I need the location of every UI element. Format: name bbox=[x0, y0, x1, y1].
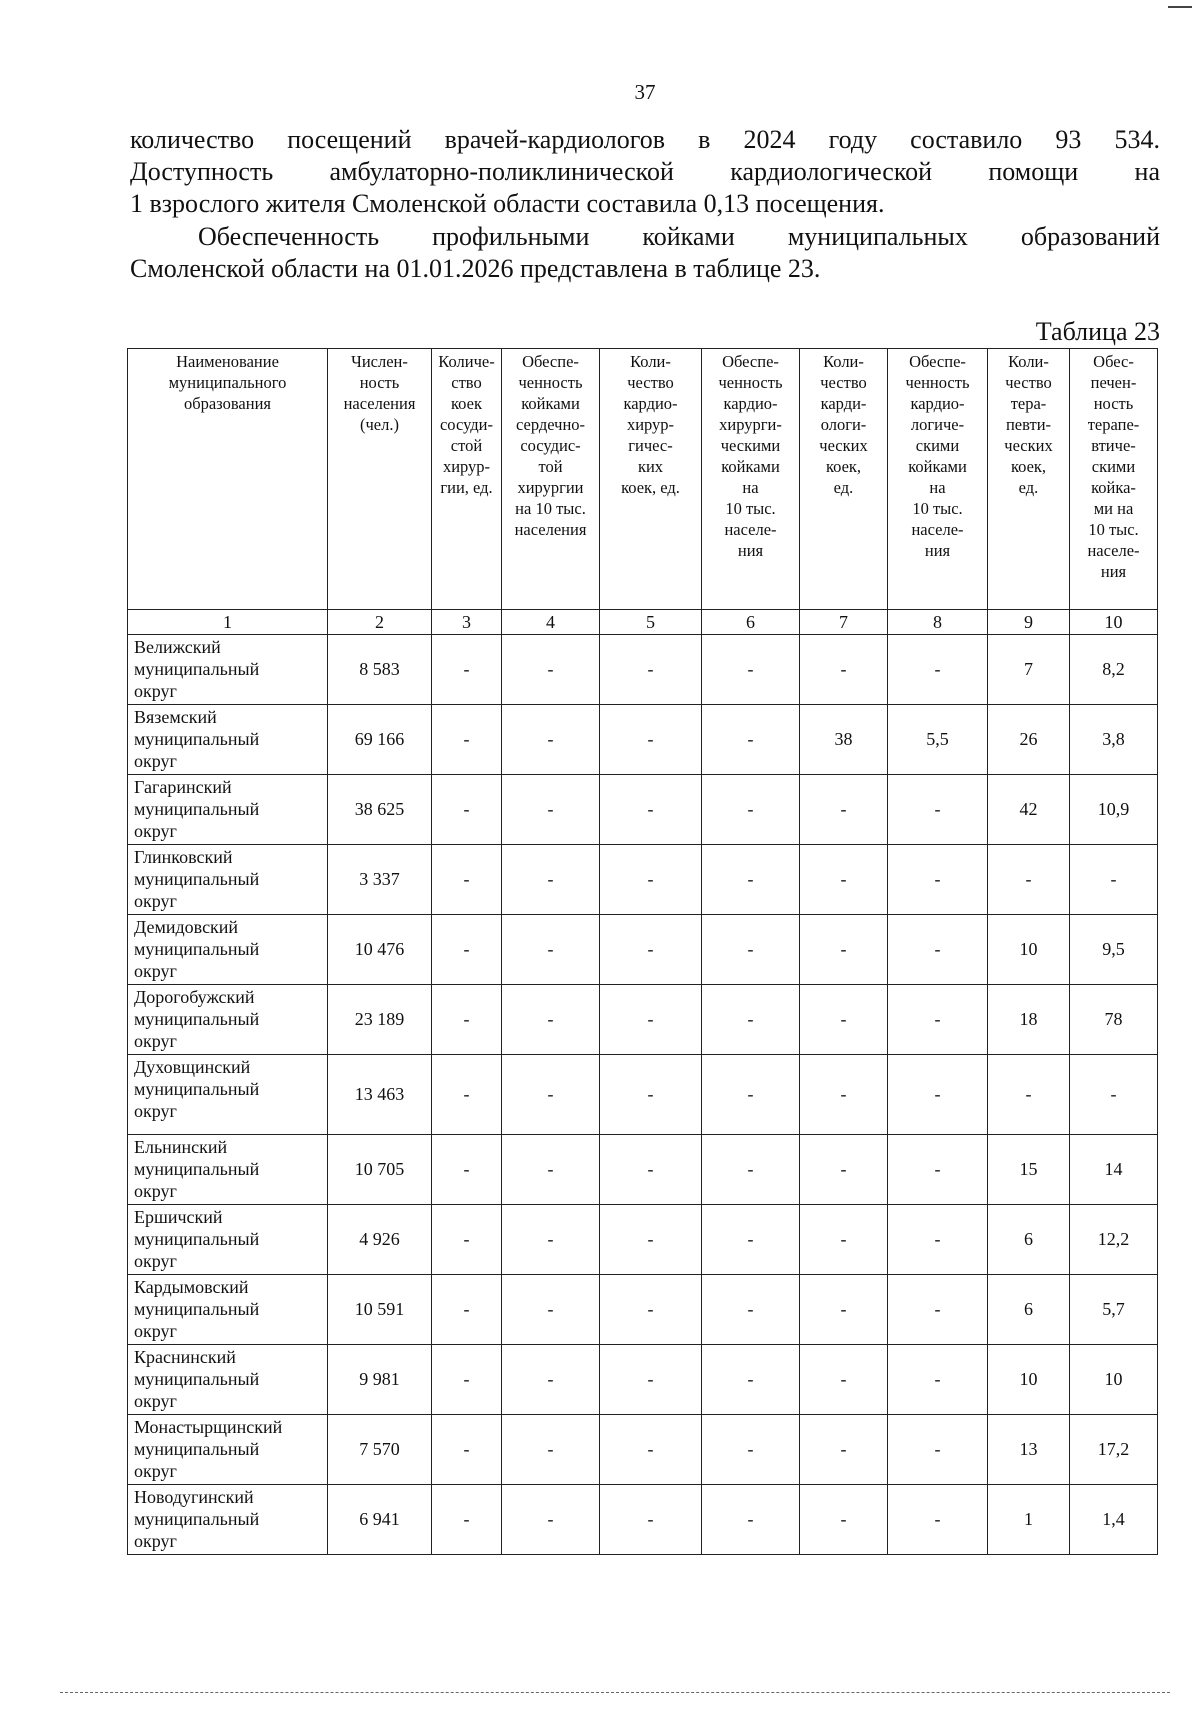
municipality-name-line: округ bbox=[134, 1531, 177, 1551]
table-cell: - bbox=[800, 845, 888, 915]
column-header-line: коек, bbox=[1010, 457, 1047, 476]
table-cell: - bbox=[702, 985, 800, 1055]
table-cell: - bbox=[432, 915, 502, 985]
column-header-line: 10 тыс. bbox=[1088, 520, 1139, 539]
column-header-line: карди- bbox=[820, 394, 867, 413]
table-cell: - bbox=[600, 1205, 702, 1275]
municipality-name-line: муниципальный bbox=[134, 1299, 260, 1319]
column-header-line: сердечно- bbox=[515, 415, 586, 434]
table-cell: 9 981 bbox=[328, 1345, 432, 1415]
table-caption: Таблица 23 bbox=[1035, 317, 1160, 346]
table-cell: - bbox=[1070, 1055, 1158, 1135]
column-header-line: ния bbox=[737, 541, 764, 560]
column-header-line: (чел.) bbox=[360, 415, 399, 434]
table-cell: - bbox=[988, 1055, 1070, 1135]
table-cell: - bbox=[800, 1345, 888, 1415]
column-header-line: ед. bbox=[833, 478, 854, 497]
table-cell: - bbox=[702, 845, 800, 915]
column-header-line: Обеспе- bbox=[722, 352, 779, 371]
column-header-line: коек, ед. bbox=[621, 478, 680, 497]
table-cell: - bbox=[432, 1485, 502, 1555]
municipality-name-line: округ bbox=[134, 1461, 177, 1481]
table-cell: - bbox=[432, 1415, 502, 1485]
table-cell: 42 bbox=[988, 775, 1070, 845]
table-cell: - bbox=[702, 1205, 800, 1275]
column-header-line: на bbox=[929, 478, 946, 497]
column-header-line: ческих bbox=[1004, 436, 1053, 455]
page-number: 37 bbox=[634, 80, 656, 104]
table-cell: - bbox=[432, 775, 502, 845]
column-number: 3 bbox=[432, 610, 502, 635]
table-cell: 38 625 bbox=[328, 775, 432, 845]
municipality-name-cell bbox=[128, 1415, 328, 1485]
table-cell: - bbox=[432, 845, 502, 915]
municipality-name-line: муниципальный bbox=[134, 729, 260, 749]
column-header-line: хирурги- bbox=[719, 415, 782, 434]
corner-mark bbox=[1168, 6, 1192, 8]
table-cell: - bbox=[432, 985, 502, 1055]
column-header-line: хирургии bbox=[517, 478, 584, 497]
column-header-line: Обеспе- bbox=[522, 352, 579, 371]
column-header-line: ческих bbox=[819, 436, 868, 455]
table-row bbox=[128, 1415, 1158, 1485]
table-cell: - bbox=[988, 845, 1070, 915]
municipality-name-line: муниципальный bbox=[134, 1079, 260, 1099]
column-number: 4 bbox=[502, 610, 600, 635]
column-header-line: скими bbox=[915, 436, 960, 455]
table-cell: - bbox=[888, 1055, 988, 1135]
table-cell: 7 bbox=[988, 635, 1070, 705]
column-header-line: ность bbox=[359, 373, 400, 392]
table-cell: 13 463 bbox=[328, 1055, 432, 1135]
column-header-line: Коли- bbox=[1008, 352, 1049, 371]
table-row bbox=[128, 1055, 1158, 1135]
column-header-line: населения bbox=[343, 394, 416, 413]
table-cell: - bbox=[800, 635, 888, 705]
municipality-name-line: муниципальный bbox=[134, 869, 260, 889]
table-cell: 6 941 bbox=[328, 1485, 432, 1555]
table-cell: 6 bbox=[988, 1275, 1070, 1345]
column-header-line: хирур- bbox=[626, 415, 675, 434]
table-cell: - bbox=[600, 1485, 702, 1555]
table-cell: - bbox=[432, 1055, 502, 1135]
table-row bbox=[128, 705, 1158, 775]
column-header bbox=[702, 349, 800, 610]
column-header-line: коек, bbox=[825, 457, 862, 476]
table-cell: 5,5 bbox=[888, 705, 988, 775]
column-header-line: ких bbox=[637, 457, 664, 476]
table-cell: - bbox=[502, 1415, 600, 1485]
column-header-line: 10 тыс. bbox=[912, 499, 963, 518]
table-cell: - bbox=[702, 775, 800, 845]
column-header-line: логиче- bbox=[910, 415, 965, 434]
column-header-line: ния bbox=[1100, 562, 1127, 581]
municipality-name-line: муниципальный bbox=[134, 1369, 260, 1389]
table-cell: - bbox=[432, 1275, 502, 1345]
column-number: 6 bbox=[702, 610, 800, 635]
column-header-line: населения bbox=[514, 520, 587, 539]
table-cell: 10 705 bbox=[328, 1135, 432, 1205]
table-cell: - bbox=[502, 985, 600, 1055]
table-cell: 9,5 bbox=[1070, 915, 1158, 985]
paragraph-beds bbox=[130, 221, 1160, 285]
table-cell: 78 bbox=[1070, 985, 1158, 1055]
paragraph-line: 1 взрослого жителя Смоленской области составила 0,13 посещения. bbox=[130, 189, 885, 218]
paragraph-visits bbox=[130, 124, 1160, 220]
table-cell: 10,9 bbox=[1070, 775, 1158, 845]
column-header-line: чество bbox=[1005, 373, 1052, 392]
municipality-name-cell bbox=[128, 1205, 328, 1275]
table-cell: 13 bbox=[988, 1415, 1070, 1485]
table-cell: - bbox=[800, 1205, 888, 1275]
municipality-name-line: округ bbox=[134, 1031, 177, 1051]
table-cell: - bbox=[888, 1485, 988, 1555]
table-cell: 26 bbox=[988, 705, 1070, 775]
column-header-line: сосуди- bbox=[439, 415, 494, 434]
municipality-name-line: муниципальный bbox=[134, 1439, 260, 1459]
column-header-line: той bbox=[538, 457, 563, 476]
column-header-line: ство bbox=[451, 373, 482, 392]
table-cell: - bbox=[888, 845, 988, 915]
table-cell: - bbox=[800, 1055, 888, 1135]
municipality-name-line: Кардымовский bbox=[134, 1277, 249, 1297]
column-header bbox=[128, 349, 328, 610]
municipality-name-line: муниципальный bbox=[134, 939, 260, 959]
table-cell: - bbox=[888, 775, 988, 845]
column-header bbox=[600, 349, 702, 610]
municipality-name-line: Новодугинский bbox=[134, 1487, 254, 1507]
table-cell: 10 476 bbox=[328, 915, 432, 985]
table-cell: - bbox=[600, 1055, 702, 1135]
column-header-line: Обеспе- bbox=[909, 352, 966, 371]
municipality-name-cell bbox=[128, 1135, 328, 1205]
table-cell: 18 bbox=[988, 985, 1070, 1055]
municipality-name-line: округ bbox=[134, 1251, 177, 1271]
municipality-name-line: Духовщинский bbox=[134, 1057, 251, 1077]
column-header-line: муниципального bbox=[168, 373, 287, 392]
table-cell: - bbox=[502, 1275, 600, 1345]
municipality-name-line: округ bbox=[134, 681, 177, 701]
municipality-name-line: Гагаринский bbox=[134, 777, 232, 797]
column-header-line: ологи- bbox=[820, 415, 867, 434]
column-header-line: 10 тыс. bbox=[725, 499, 776, 518]
table-cell: - bbox=[502, 1205, 600, 1275]
table-cell: 69 166 bbox=[328, 705, 432, 775]
municipality-name-cell bbox=[128, 1275, 328, 1345]
table-cell: - bbox=[800, 775, 888, 845]
municipality-name-line: округ bbox=[134, 751, 177, 771]
table-cell: 14 bbox=[1070, 1135, 1158, 1205]
column-header-line: на bbox=[742, 478, 759, 497]
column-header bbox=[888, 349, 988, 610]
column-header-line: образования bbox=[183, 394, 272, 413]
table-cell: - bbox=[888, 1205, 988, 1275]
municipality-name-line: округ bbox=[134, 1101, 177, 1121]
table-cell: - bbox=[702, 1055, 800, 1135]
table-cell: - bbox=[888, 1275, 988, 1345]
column-header bbox=[1070, 349, 1158, 610]
column-header-line: ченность bbox=[718, 373, 783, 392]
table-row bbox=[128, 845, 1158, 915]
column-header-line: населе- bbox=[724, 520, 777, 539]
table-cell: - bbox=[502, 1135, 600, 1205]
table-cell: - bbox=[600, 705, 702, 775]
column-header-line: койками bbox=[521, 394, 580, 413]
table-cell: - bbox=[600, 775, 702, 845]
column-header-line: ми на bbox=[1093, 499, 1134, 518]
table-cell: - bbox=[502, 845, 600, 915]
table-cell: - bbox=[702, 1485, 800, 1555]
municipality-name-line: округ bbox=[134, 1391, 177, 1411]
municipality-name-line: округ bbox=[134, 1181, 177, 1201]
municipality-name-cell bbox=[128, 1485, 328, 1555]
paragraph-line: Доступность амбулаторно-поликлинической кардиологической помощи на bbox=[130, 157, 1160, 186]
table-cell: 10 591 bbox=[328, 1275, 432, 1345]
table-cell: - bbox=[432, 1345, 502, 1415]
column-header bbox=[432, 349, 502, 610]
table-cell: - bbox=[502, 705, 600, 775]
municipality-name-line: муниципальный bbox=[134, 659, 260, 679]
table-cell: 1,4 bbox=[1070, 1485, 1158, 1555]
column-header-line: ченность bbox=[905, 373, 970, 392]
table-row bbox=[128, 1135, 1158, 1205]
table-cell: - bbox=[600, 635, 702, 705]
municipality-name-line: Демидовский bbox=[134, 917, 239, 937]
column-header-line: койками bbox=[721, 457, 780, 476]
column-number: 5 bbox=[600, 610, 702, 635]
table-cell: 8,2 bbox=[1070, 635, 1158, 705]
column-number: 9 bbox=[988, 610, 1070, 635]
table-cell: - bbox=[502, 1345, 600, 1415]
table-cell: - bbox=[888, 1345, 988, 1415]
column-number: 8 bbox=[888, 610, 988, 635]
column-header-line: стой bbox=[450, 436, 483, 455]
table-cell: - bbox=[702, 1415, 800, 1485]
column-header-line: хирур- bbox=[442, 457, 491, 476]
table-cell: - bbox=[1070, 845, 1158, 915]
table-cell: - bbox=[800, 1275, 888, 1345]
table-cell: - bbox=[600, 1275, 702, 1345]
table-cell: 12,2 bbox=[1070, 1205, 1158, 1275]
table-header-row bbox=[128, 349, 1158, 610]
column-header-line: гии, ед. bbox=[440, 478, 493, 497]
table-cell: - bbox=[800, 1135, 888, 1205]
municipality-name-line: Ельнинский bbox=[134, 1137, 228, 1157]
municipality-name-line: Ершичский bbox=[134, 1207, 223, 1227]
column-number-row bbox=[128, 610, 1158, 635]
table-cell: - bbox=[702, 1345, 800, 1415]
column-header-line: кардио- bbox=[910, 394, 965, 413]
municipality-name-line: Велижский bbox=[134, 637, 221, 657]
column-header-line: ед. bbox=[1018, 478, 1039, 497]
table-cell: 10 bbox=[1070, 1345, 1158, 1415]
column-header-line: Наименование bbox=[176, 352, 279, 371]
column-header-line: койками bbox=[908, 457, 967, 476]
table-row bbox=[128, 1275, 1158, 1345]
column-header-line: ческими bbox=[720, 436, 781, 455]
municipality-name-cell bbox=[128, 915, 328, 985]
table-cell: - bbox=[702, 915, 800, 985]
column-header-line: ния bbox=[924, 541, 951, 560]
table-cell: - bbox=[702, 1275, 800, 1345]
table-row bbox=[128, 635, 1158, 705]
column-number: 10 bbox=[1070, 610, 1158, 635]
table-cell: - bbox=[800, 915, 888, 985]
column-header-line: Коли- bbox=[823, 352, 864, 371]
column-header bbox=[988, 349, 1070, 610]
table-cell: 3,8 bbox=[1070, 705, 1158, 775]
table-cell: - bbox=[888, 985, 988, 1055]
municipality-name-line: муниципальный bbox=[134, 1509, 260, 1529]
table-cell: - bbox=[888, 1135, 988, 1205]
table-cell: 17,2 bbox=[1070, 1415, 1158, 1485]
municipality-name-line: Дорогобужский bbox=[134, 987, 255, 1007]
table-cell: - bbox=[600, 915, 702, 985]
column-header-line: втиче- bbox=[1091, 436, 1136, 455]
column-header-line: скими bbox=[1091, 457, 1136, 476]
column-header-line: койка- bbox=[1091, 478, 1136, 497]
table-cell: 4 926 bbox=[328, 1205, 432, 1275]
table-cell: - bbox=[600, 1345, 702, 1415]
municipality-name-cell bbox=[128, 775, 328, 845]
table-cell: - bbox=[502, 635, 600, 705]
column-header-line: Обес- bbox=[1093, 352, 1134, 371]
column-number: 1 bbox=[128, 610, 328, 635]
table-cell: 6 bbox=[988, 1205, 1070, 1275]
column-header-line: печен- bbox=[1090, 373, 1137, 392]
table-cell: - bbox=[800, 985, 888, 1055]
table-cell: - bbox=[888, 1415, 988, 1485]
municipality-name-line: муниципальный bbox=[134, 1009, 260, 1029]
table-cell: - bbox=[432, 1205, 502, 1275]
table-cell: - bbox=[800, 1485, 888, 1555]
column-header-line: кардио- bbox=[623, 394, 678, 413]
municipality-name-cell bbox=[128, 1345, 328, 1415]
column-header-line: населе- bbox=[1087, 541, 1140, 560]
column-header-line: коек bbox=[451, 394, 482, 413]
column-header-line: ченность bbox=[518, 373, 583, 392]
table-cell: - bbox=[502, 1055, 600, 1135]
table-cell: - bbox=[888, 915, 988, 985]
column-header-line: терапе- bbox=[1087, 415, 1140, 434]
column-header bbox=[328, 349, 432, 610]
table-cell: 5,7 bbox=[1070, 1275, 1158, 1345]
table-cell: - bbox=[800, 1415, 888, 1485]
column-header-line: ность bbox=[1093, 394, 1134, 413]
municipality-name-line: Краснинский bbox=[134, 1347, 236, 1367]
municipality-name-line: Вяземский bbox=[134, 707, 217, 727]
table-cell: 10 bbox=[988, 915, 1070, 985]
table-cell: 3 337 bbox=[328, 845, 432, 915]
column-header-line: сосудис- bbox=[520, 436, 581, 455]
column-header-line: Количе- bbox=[438, 352, 495, 371]
municipality-name-cell bbox=[128, 635, 328, 705]
column-header-line: Числен- bbox=[351, 352, 408, 371]
paragraph-line: количество посещений врачей-кардиологов в 2024 году составило 93 534. bbox=[130, 125, 1160, 154]
table-cell: 1 bbox=[988, 1485, 1070, 1555]
table-cell: - bbox=[432, 705, 502, 775]
column-header-line: кардио- bbox=[723, 394, 778, 413]
table-cell: - bbox=[432, 635, 502, 705]
table-cell: 7 570 bbox=[328, 1415, 432, 1485]
footer-rule bbox=[60, 1692, 1170, 1693]
table-row bbox=[128, 915, 1158, 985]
table-row bbox=[128, 1485, 1158, 1555]
column-header-line: населе- bbox=[911, 520, 964, 539]
column-header-line: гичес- bbox=[628, 436, 673, 455]
paragraph-line: Обеспеченность профильными койками муниципальных образований bbox=[198, 222, 1160, 251]
table-cell: 10 bbox=[988, 1345, 1070, 1415]
table-cell: - bbox=[502, 775, 600, 845]
table-cell: - bbox=[600, 1135, 702, 1205]
table-cell: 8 583 bbox=[328, 635, 432, 705]
table-cell: 38 bbox=[800, 705, 888, 775]
column-header-line: чество bbox=[820, 373, 867, 392]
municipality-name-line: округ bbox=[134, 961, 177, 981]
municipality-name-line: муниципальный bbox=[134, 1159, 260, 1179]
table-cell: - bbox=[432, 1135, 502, 1205]
municipality-name-line: Монастырщинский bbox=[134, 1417, 283, 1437]
municipality-name-line: округ bbox=[134, 1321, 177, 1341]
column-header-line: певти- bbox=[1005, 415, 1052, 434]
municipality-name-cell bbox=[128, 1055, 328, 1135]
municipality-name-line: округ bbox=[134, 891, 177, 911]
table-cell: - bbox=[600, 1415, 702, 1485]
beds-table bbox=[127, 348, 1158, 1555]
municipality-name-line: муниципальный bbox=[134, 799, 260, 819]
column-header bbox=[502, 349, 600, 610]
municipality-name-line: Глинковский bbox=[134, 847, 233, 867]
table-cell: - bbox=[888, 635, 988, 705]
table-row bbox=[128, 985, 1158, 1055]
paragraph-line: Смоленской области на 01.01.2026 представлена в таблице 23. bbox=[130, 254, 821, 283]
column-header-line: тера- bbox=[1010, 394, 1047, 413]
column-number: 2 bbox=[328, 610, 432, 635]
table-cell: 23 189 bbox=[328, 985, 432, 1055]
table-cell: 15 bbox=[988, 1135, 1070, 1205]
municipality-name-cell bbox=[128, 705, 328, 775]
table-cell: - bbox=[502, 1485, 600, 1555]
table-row bbox=[128, 1205, 1158, 1275]
column-header-line: на 10 тыс. bbox=[515, 499, 586, 518]
table-cell: - bbox=[600, 845, 702, 915]
column-number: 7 bbox=[800, 610, 888, 635]
table-cell: - bbox=[702, 705, 800, 775]
municipality-name-line: муниципальный bbox=[134, 1229, 260, 1249]
table-cell: - bbox=[702, 635, 800, 705]
column-header bbox=[800, 349, 888, 610]
municipality-name-line: округ bbox=[134, 821, 177, 841]
table-row bbox=[128, 1345, 1158, 1415]
table-cell: - bbox=[702, 1135, 800, 1205]
column-header-line: Коли- bbox=[630, 352, 671, 371]
column-header-line: чество bbox=[627, 373, 674, 392]
table-cell: - bbox=[502, 915, 600, 985]
table-body bbox=[128, 635, 1158, 1555]
table-row bbox=[128, 775, 1158, 845]
table-cell: - bbox=[600, 985, 702, 1055]
municipality-name-cell bbox=[128, 845, 328, 915]
municipality-name-cell bbox=[128, 985, 328, 1055]
